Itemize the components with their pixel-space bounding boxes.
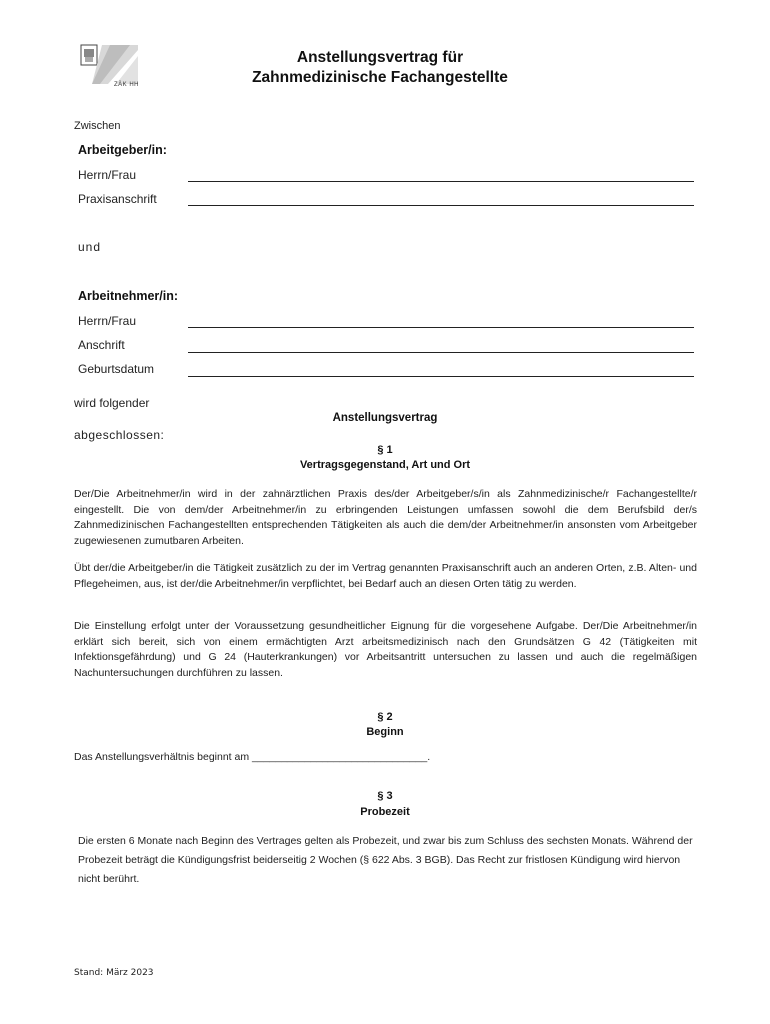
section-3-paragraph-1: Die ersten 6 Monate nach Beginn des Vertrages gelten als Probezeit, und zwar bis zum Schluss des sechsten Monats. Während der Probezeit beträgt die Kündigungsfrist beiderseitig 2 Wochen (§ 622 Abs. 3 BGB). Das Recht zur fristlosen Kündigung wird hiervon nicht berührt. bbox=[78, 835, 693, 885]
chamber-logo bbox=[80, 44, 140, 94]
section-1-paragraph-3: Die Einstellung erfolgt unter der Voraussetzung gesundheitlicher Eignung für die vorgesehene Aufgabe. Der/Die Arbeitnehmer/in erklärt sich bereit, sich von einem ermächtigten Arzt arbeitsmedizinisch nach den Grundsätzen G 42 (Tätigkeiten mit Infektionsgefährdung) und G 24 (Hauterkrankungen) vor Arbeitsantritt untersuchen zu lassen und auch die regelmäßigen Nachuntersuchungen durchführen zu lassen. bbox=[74, 620, 697, 679]
document-title-line-1: Anstellungsvertrag für bbox=[296, 49, 464, 66]
section-3-title: Probezeit bbox=[360, 806, 410, 818]
section-1-title: Vertragsgegenstand, Art und Ort bbox=[299, 459, 471, 471]
employee-birthdate-field[interactable] bbox=[188, 376, 694, 377]
closing-text-line-1: wird folgender bbox=[74, 396, 150, 410]
section-2-number: § 2 bbox=[377, 711, 393, 723]
section-1-number: § 1 bbox=[377, 444, 393, 456]
employee-name-label: Herrn/Frau bbox=[78, 314, 137, 328]
connector-text: und bbox=[78, 240, 102, 254]
employee-heading: Arbeitnehmer/in: bbox=[78, 289, 179, 303]
employer-name-field[interactable] bbox=[188, 181, 694, 182]
logo-text: ZÄK HH bbox=[114, 82, 140, 88]
employer-address-label: Praxisanschrift bbox=[78, 192, 157, 206]
employee-name-field[interactable] bbox=[188, 327, 694, 328]
employee-birthdate-label: Geburtsdatum bbox=[78, 362, 155, 376]
employer-address-field[interactable] bbox=[188, 205, 694, 206]
intro-text: Zwischen bbox=[74, 120, 121, 132]
contract-label: Anstellungsvertrag bbox=[332, 412, 438, 424]
closing-text-line-2: abgeschlossen: bbox=[74, 428, 165, 442]
section-1-paragraph-2: Übt der/die Arbeitgeber/in die Tätigkeit zusätzlich zu der im Vertrag genannten Praxisanschrift auch an anderen Orten, z.B. Alten- und Pflegeheimen, aus, ist der/die Arbeitnehmer/in verpflichtet, bei Bedarf auch an diesen Orten tätig zu werden. bbox=[74, 562, 697, 590]
employer-name-label: Herrn/Frau bbox=[78, 168, 137, 182]
section-1-paragraph-1: Der/Die Arbeitnehmer/in wird in der zahnärztlichen Praxis des/der Arbeitgeber/s/in als Zahnmedizinische/r Fachangestellte/r eingestellt. Die von dem/der Arbeitnehmer/in zu erbringenden Leistungen umfassen sowohl die dem Berufsbild der/s Zahnmedizinischen Fachangestellten entsprechenden Tätigkeiten als auch die dem/der Arbeitnehmer/in ansonsten vom Arbeitgeber zugewiesenen zumutbaren Arbeiten. bbox=[74, 488, 697, 547]
employer-heading: Arbeitgeber/in: bbox=[78, 143, 167, 157]
document-title-line-2: Zahnmedizinische Fachangestellte bbox=[252, 69, 508, 86]
employee-address-label: Anschrift bbox=[78, 338, 125, 352]
section-2-title: Beginn bbox=[366, 726, 404, 738]
employee-address-field[interactable] bbox=[188, 352, 694, 353]
start-date-field[interactable]: Das Anstellungsverhältnis beginnt am ______________________________. bbox=[74, 751, 431, 763]
section-3-number: § 3 bbox=[377, 790, 393, 802]
footer-stand-date: Stand: März 2023 bbox=[74, 968, 154, 978]
